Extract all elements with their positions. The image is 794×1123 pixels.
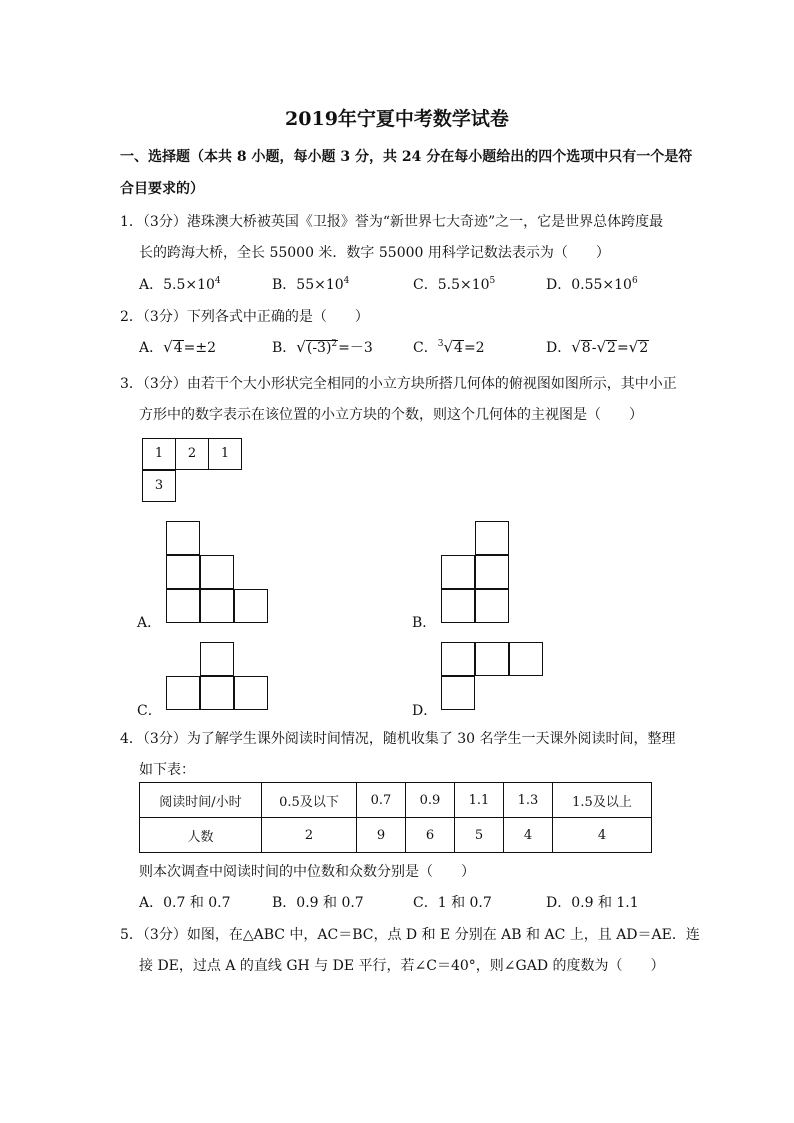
grid-cell: 1 — [142, 438, 176, 470]
q2-option-c: C．$^3$√4=2 — [413, 338, 485, 356]
q3-option-a: A． — [137, 615, 162, 631]
grid-cell: 1 — [208, 438, 242, 470]
table-cell: 阅读时间/小时 — [140, 783, 262, 818]
table-cell: 4 — [553, 818, 652, 853]
q2-option-d: D．√8-√2=√2 — [546, 338, 649, 356]
table-cell: 4 — [504, 818, 553, 853]
q2-line1: 2．（3分）下列各式中正确的是（ ） — [120, 309, 369, 325]
table-cell: 0.7 — [357, 783, 406, 818]
section-heading-line1: 一、选择题（本共 8 小题，每小题 3 分，共 24 分在每小题给出的四个选项中只有一个是符 — [120, 149, 693, 165]
page-title: 2019年宁夏中考数学试卷 — [285, 108, 509, 130]
q1-option-a: A．$5.5\times 10^4$ — [139, 276, 221, 293]
table-cell: 5 — [455, 818, 504, 853]
table-row — [140, 783, 652, 818]
table-cell: 1.3 — [504, 783, 553, 818]
table-cell: 0.5及以下 — [262, 783, 357, 818]
q4-option-b: B．0.9 和 0.7 — [272, 895, 364, 911]
q2-option-b: B．$√(-3)^2=-3$ — [272, 338, 373, 356]
q5-line1: 5．（3分）如图，在△ABC 中，AC＝BC，点 D 和 E 分别在 AB 和 AC 上，且 AD＝AE．连 — [120, 927, 700, 943]
section-heading-line2: 合目要求的） — [120, 181, 204, 197]
q4-line2: 如下表： — [139, 762, 195, 778]
q4-option-a: A．0.7 和 0.7 — [139, 895, 231, 911]
table-cell: 人数 — [140, 818, 262, 853]
q1-option-d: D．$0.55\times 10^6$ — [546, 276, 638, 293]
q3-option-c: C． — [137, 703, 162, 719]
grid-cell: 2 — [175, 438, 209, 470]
grid-cell: 3 — [142, 470, 176, 502]
table-cell: 1.1 — [455, 783, 504, 818]
table-cell: 1.5及以上 — [553, 783, 652, 818]
table-cell: 2 — [262, 818, 357, 853]
q4-line1: 4．（3分）为了解学生课外阅读时间情况，随机收集了 30 名学生一天课外阅读时间，整理 — [120, 731, 676, 747]
q3-line2: 方形中的数字表示在该位置的小立方块的个数，则这个几何体的主视图是（ ） — [139, 407, 643, 423]
q3-option-b: B． — [412, 615, 437, 631]
q1-line2: 长的跨海大桥，全长 55000 米．数字 55000 用科学记数法表示为（ ） — [139, 245, 610, 261]
q4-option-c: C．1 和 0.7 — [413, 895, 492, 911]
q5-line2: 接 DE，过点 A 的直线 GH 与 DE 平行，若∠C＝40°，则∠GAD 的度数为（ ） — [139, 958, 665, 974]
q2-option-a: A．√4=±2 — [139, 338, 216, 356]
q3-option-d: D． — [412, 703, 438, 719]
reading-time-table — [139, 782, 652, 853]
table-cell: 9 — [357, 818, 406, 853]
table-cell: 6 — [406, 818, 455, 853]
q3-line1: 3．（3分）由若干个大小形状完全相同的小立方块所搭几何体的俯视图如图所示，其中小正 — [120, 376, 677, 392]
q1-option-c: C．$5.5\times 10^5$ — [413, 276, 496, 293]
q1-option-b: B．$55\times 10^4$ — [272, 276, 350, 293]
table-row — [140, 818, 652, 853]
q1-line1: 1．（3分）港珠澳大桥被英国《卫报》誉为“新世界七大奇迹”之一，它是世界总体跨度最 — [120, 214, 664, 230]
q4-option-d: D．0.9 和 1.1 — [546, 895, 639, 911]
q4-question: 则本次调查中阅读时间的中位数和众数分别是（ ） — [139, 864, 475, 880]
table-cell: 0.9 — [406, 783, 455, 818]
